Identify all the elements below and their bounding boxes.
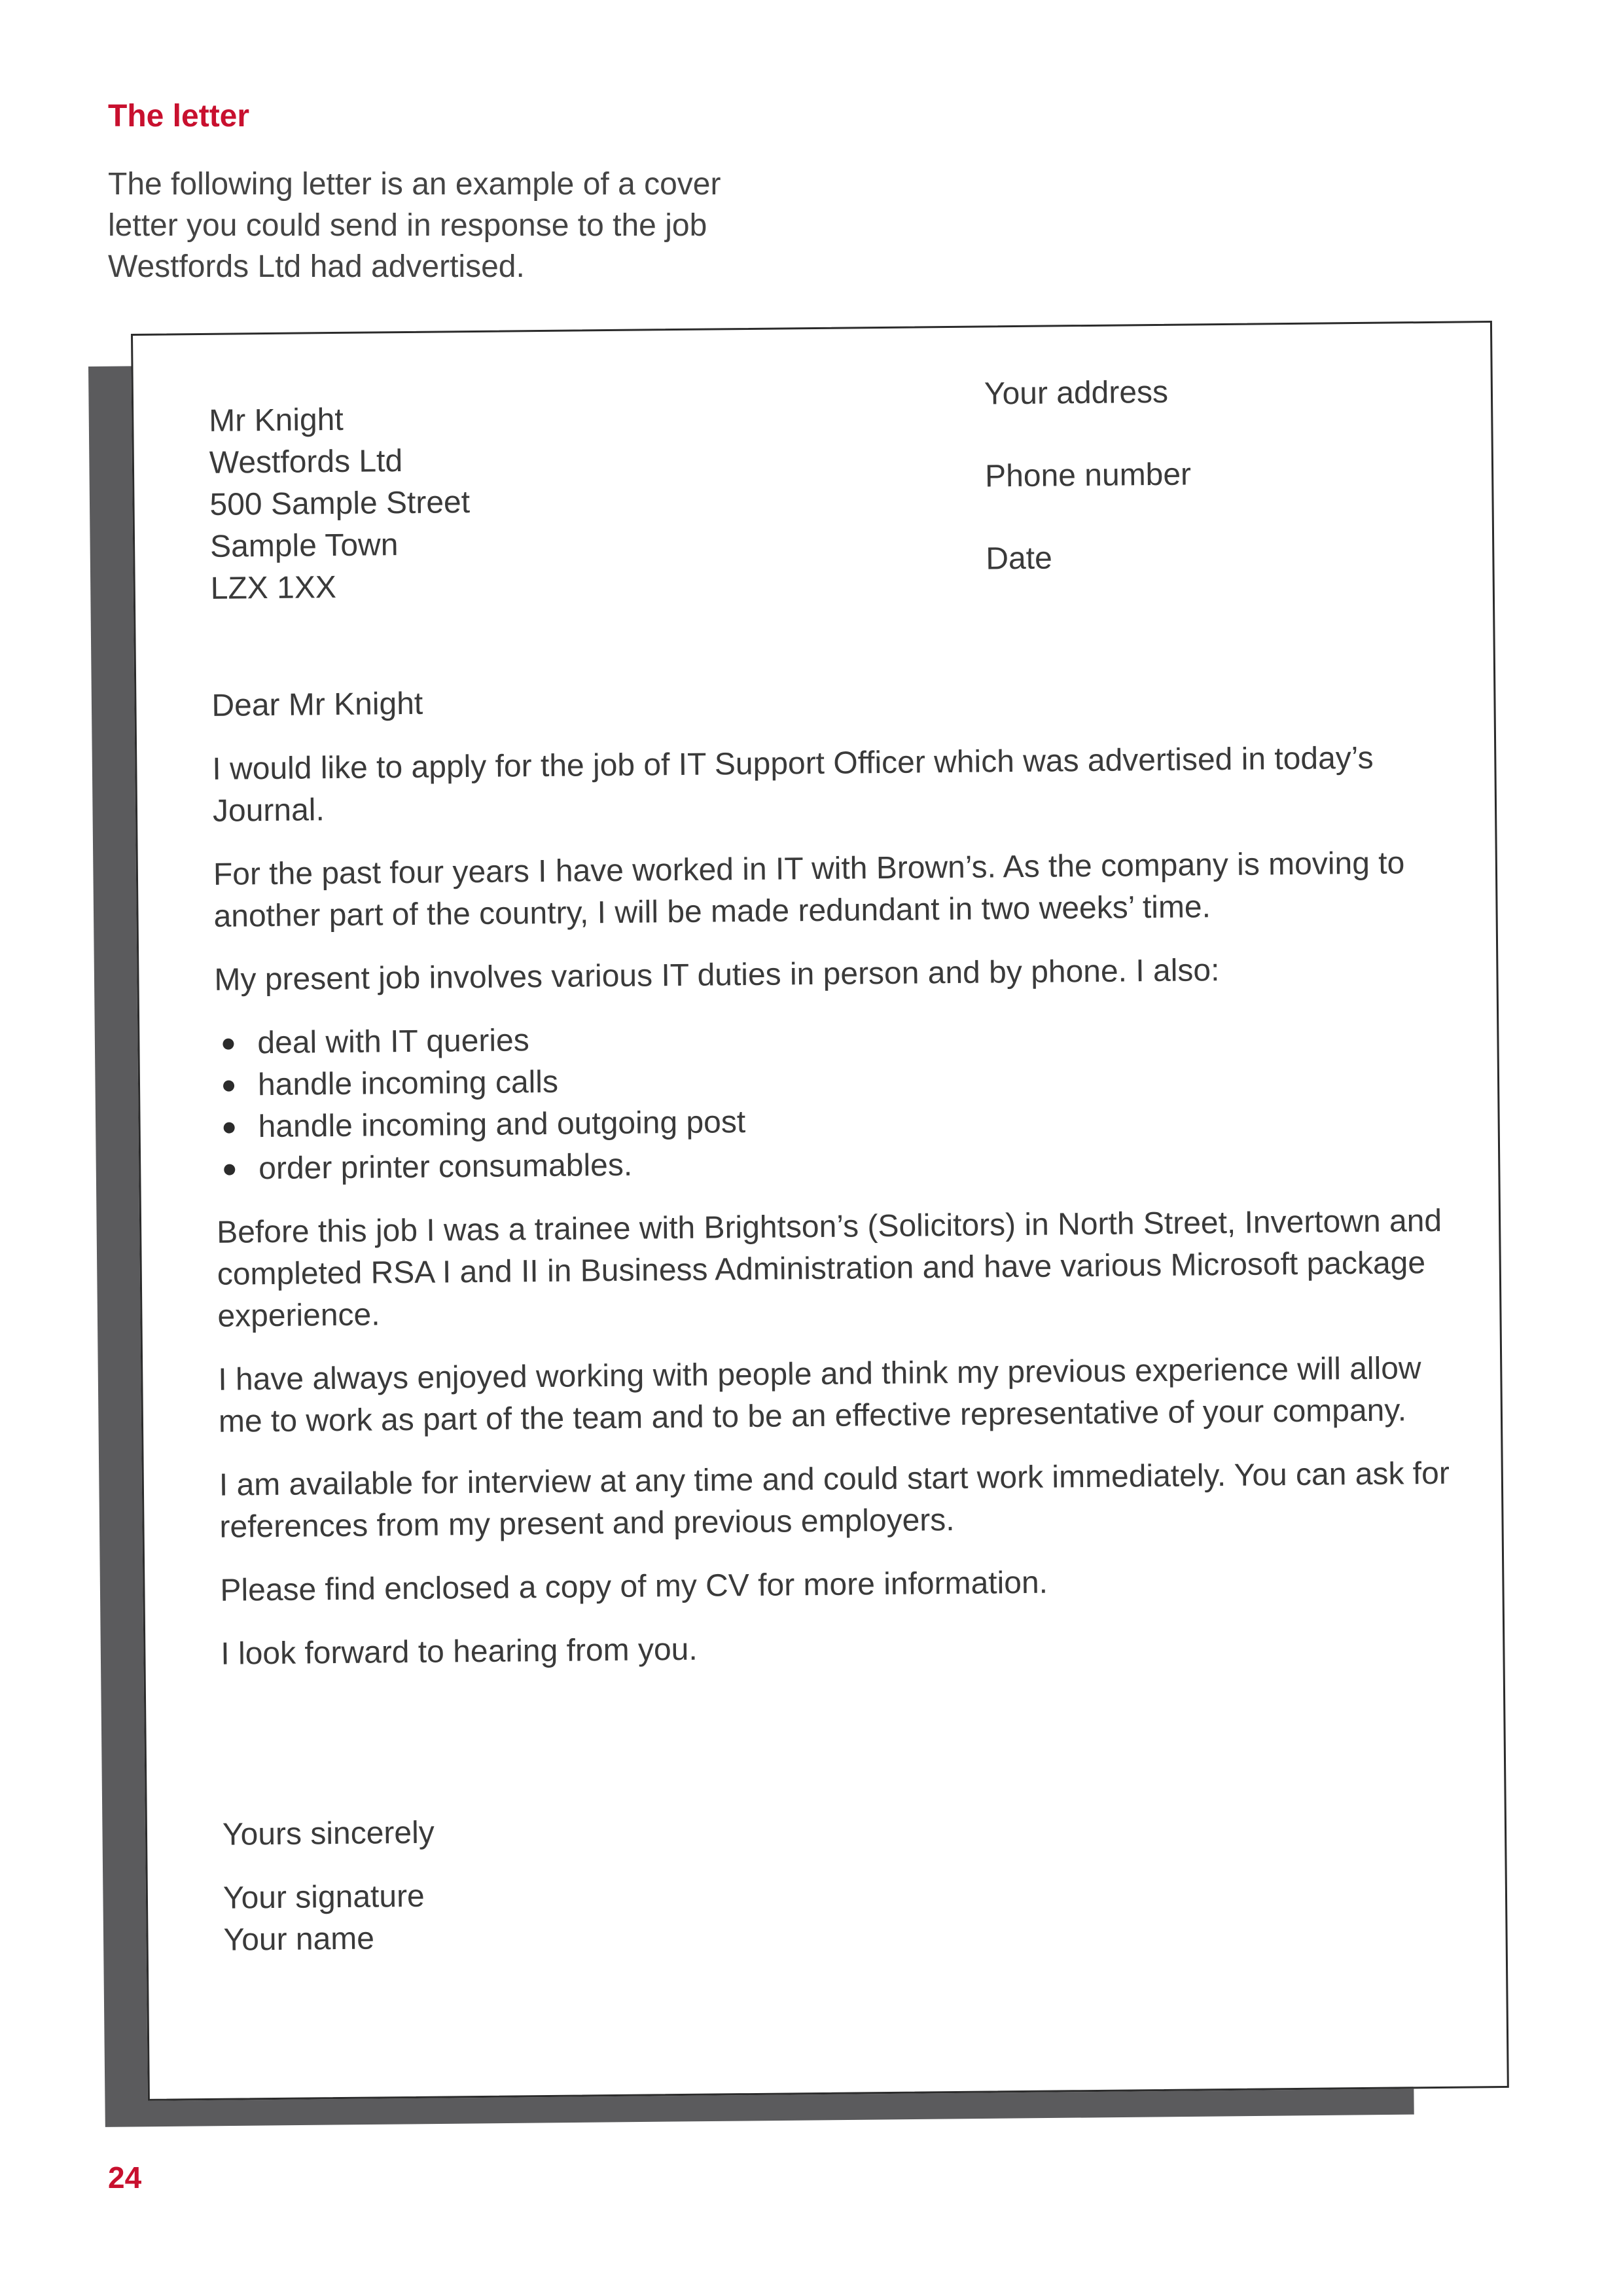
body-paragraph: My present job involves various IT duties in person and by phone. I also:: [214, 953, 1220, 997]
recipient-address: [209, 395, 734, 610]
sender-details: [984, 369, 1445, 621]
letter-closing: [223, 1808, 878, 1962]
sender-phone: Phone number: [984, 457, 1192, 494]
intro-text: The following letter is an example of a cover letter you could send in response to the job Westfords Ltd had advertised.: [108, 167, 721, 284]
recipient-line: 500 Sample Street: [209, 485, 471, 522]
body-paragraph: I have always enjoyed working with people and think my previous experience will allow me to work as part of the team and to be an effective representative of your company.: [218, 1351, 1421, 1439]
sender-address: Your address: [984, 374, 1169, 412]
section-heading: The letter: [108, 99, 250, 134]
body-paragraph: I look forward to hearing from you.: [221, 1632, 698, 1672]
recipient-line: Mr Knight: [209, 402, 344, 439]
signature: Your signature: [223, 1878, 425, 1916]
salutation: Dear Mr Knight: [211, 686, 423, 723]
body-paragraph: For the past four years I have worked in IT with Brown’s. As the company is moving to another part of the country, I will be made redundant in two weeks’ time.: [213, 846, 1405, 934]
list-item-text: deal with IT queries: [257, 1023, 529, 1061]
sender-name: Your name: [223, 1921, 375, 1958]
list-item-text: order printer consumables.: [259, 1147, 633, 1187]
bullet-icon: [223, 1039, 234, 1050]
bullet-icon: [224, 1164, 235, 1175]
page-number: 24: [108, 2161, 142, 2195]
recipient-line: Westfords Ltd: [209, 444, 403, 480]
body-paragraph: Please find enclosed a copy of my CV for more information.: [220, 1565, 1048, 1608]
letter-sheet: [131, 321, 1509, 2101]
duties-list: [215, 1011, 1446, 1191]
bullet-icon: [224, 1122, 235, 1134]
recipient-line: Sample Town: [209, 528, 399, 564]
body-paragraph: I am available for interview at any time and could start work immediately. You can ask for references from my present and previous employers.: [219, 1456, 1450, 1545]
body-paragraph: I would like to apply for the job of IT Support Officer which was advertised in today’s Journal.: [212, 740, 1374, 829]
letter-date: Date: [986, 541, 1053, 577]
recipient-line: LZX 1XX: [210, 570, 337, 606]
body-paragraph: Before this job I was a trainee with Brightson’s (Solicitors) in North Street, Invertown and completed RSA I and II in Business Administration and have various Microsoft package experience.: [216, 1203, 1442, 1334]
bullet-icon: [223, 1081, 234, 1092]
letter-body: [211, 673, 1452, 1697]
list-item-text: handle incoming and outgoing post: [258, 1105, 746, 1145]
list-item-text: handle incoming calls: [257, 1064, 559, 1103]
closing-phrase: Yours sincerely: [222, 1815, 435, 1852]
